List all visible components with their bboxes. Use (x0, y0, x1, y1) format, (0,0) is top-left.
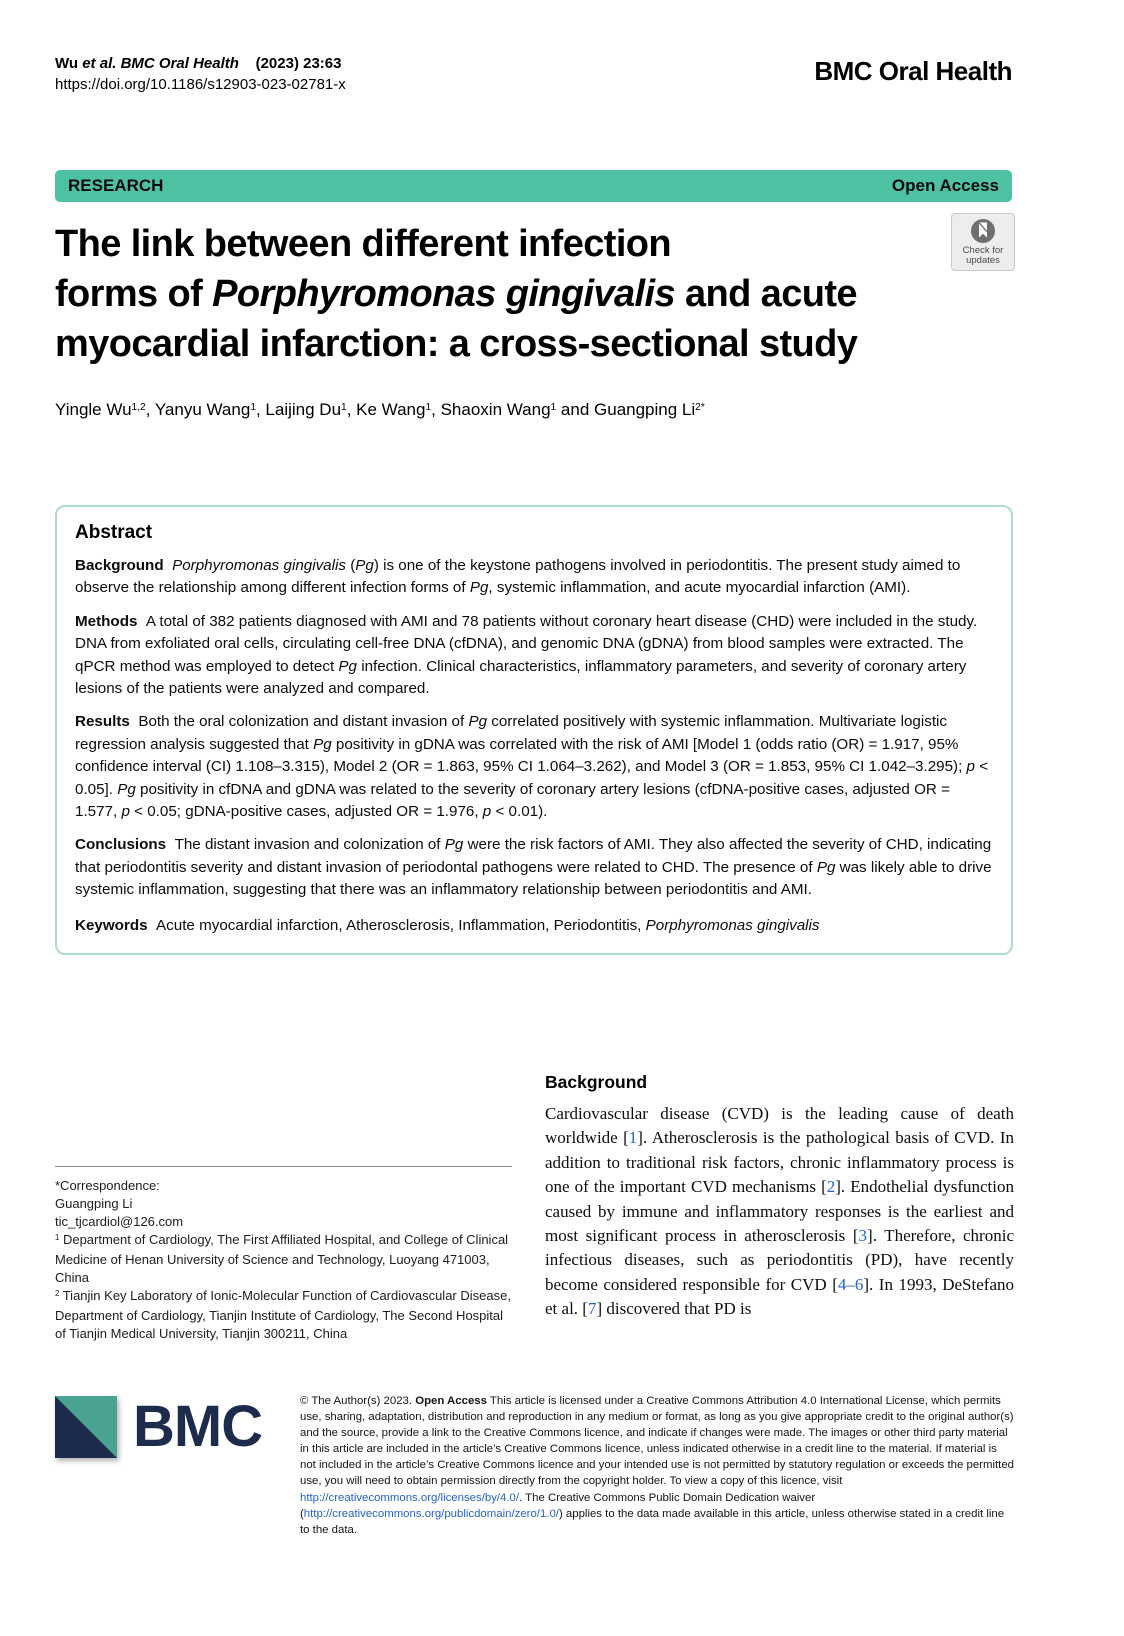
article-title (55, 219, 955, 369)
article-type-label: RESEARCH (68, 176, 164, 195)
research-banner (55, 170, 1012, 202)
abstract-keywords: Keywords Acute myocardial infarction, Atherosclerosis, Inflammation, Periodontitis, Porphyromonas gingivalis (75, 916, 820, 934)
inline-link[interactable]: 2 (826, 1177, 836, 1197)
bmc-logo-icon (55, 1396, 117, 1458)
inline-link[interactable]: 3 (858, 1226, 868, 1246)
footnote-divider (55, 1166, 512, 1167)
doi-link[interactable]: https://doi.org/10.1186/s12903-023-02781-x (55, 76, 346, 93)
bmc-logo (55, 1396, 262, 1458)
citation-line: Wu et al. BMC Oral Health (2023) 23:63 (55, 55, 342, 72)
affiliation-1: $^1$ Department of Cardiology, The First Affiliated Hospital, and College of Clinical Medicine of Henan University of Science and Technology, Luoyang 471003, China (55, 1232, 509, 1285)
license-text: © The Author(s) 2023. Open Access This article is licensed under a Creative Commons Attribution 4.0 International License, which permits use, sharing, adaptation, distribution and reproduction in any medium or format, as long as you give appropriate credit to the original author(s) and the source, provide a link to the Creative Commons licence, and indicate if changes were made. The images or other third party material in this article are included in the article’s Creative Commons licence, unless indicated otherwise in a credit line to the material. If material is not included in the article’s Creative Commons licence and your intended use is not permitted by statutory regulation or exceeds the permitted use, you will need to obtain permission directly from the copyright holder. To view a copy of this licence, visit http://creativecommons.org/licenses/by/4.0/. The Creative Commons Public Domain Dedication waiver (http://creativecommons.org/publicdomain/zero/1.0/) applies to the data made available in this article, unless otherwise stated in a credit line to the data. (300, 1395, 1014, 1536)
article-title-line3: myocardial infarction: a cross-sectional study (55, 323, 858, 365)
inline-link[interactable]: 4–6 (837, 1274, 864, 1294)
abstract-results: Results Both the oral colonization and distant invasion of Pg correlated positively with systemic inflammation. Multivariate logistic regression analysis suggested that Pg positivity in gDNA was correlated with the risk of AMI [Model 1 (odds ratio (OR) = 1.917, 95% confidence interval (CI) 1.108–3.315), Model 2 (OR = 1.863, 95% CI 1.064–3.262), and Model 3 (OR = 1.853, 95% CI 1.042–3.295); p < 0.05]. Pg positivity in cfDNA and gDNA was related to the severity of coronary artery lesions (cfDNA-positive cases, adjusted OR = 1.577, p < 0.05; gDNA-positive cases, adjusted OR = 1.976, p < 0.01). (75, 713, 989, 821)
background-section (545, 1072, 1014, 1322)
authors-line: Yingle Wu$^{1,2}$, Yanyu Wang$^1$, Laijing Du$^1$, Ke Wang$^1$, Shaoxin Wang$^1$ and Guangping $Li^{2*}$ (55, 400, 705, 419)
abstract-box (55, 505, 1013, 955)
inline-link[interactable]: 7 (587, 1299, 597, 1319)
abstract-methods: Methods A total of 382 patients diagnosed with AMI and 78 patients without coronary heart disease (CHD) were included in the study. DNA from exfoliated oral cells, circulating cell-free DNA (cfDNA), and genomic DNA (gDNA) from blood samples were extracted. The qPCR method was employed to detect Pg infection. Clinical characteristics, inflammatory parameters, and severity of coronary artery lesions of the patients were analyzed and compared. (75, 612, 978, 698)
inline-link[interactable]: http://creativecommons.org/licenses/by/4.0/ (300, 1491, 520, 1504)
check-updates-icon (970, 218, 996, 244)
open-access-label: Open Access (891, 176, 999, 195)
article-title-line1: The link between different infection (55, 223, 672, 265)
citation-block (55, 55, 346, 93)
inline-link[interactable]: 1 (628, 1128, 638, 1148)
check-updates-label: Check for updates (962, 244, 1004, 266)
check-for-updates-badge[interactable] (951, 213, 1015, 271)
correspondence-label: *Correspondence: (55, 1178, 160, 1193)
abstract-heading: Abstract (75, 522, 153, 543)
journal-name: BMC Oral Health (814, 56, 1012, 86)
abstract-background: Background Porphyromonas gingivalis (Pg) is one of the keystone pathogens involved in periodontitis. The present study aimed to observe the relationship among different infection forms of Pg, systemic inflammation, and acute myocardial infarction (AMI). (75, 557, 961, 597)
correspondence-block (55, 1166, 512, 1343)
affiliation-2: $^2$ Tianjin Key Laboratory of Ionic-Molecular Function of Cardiovascular Disease, Department of Cardiology, Tianjin Institute of Cardiology, The Second Hospital of Tianjin Medical University, Tianjin 300211, China (55, 1288, 511, 1341)
background-heading: Background (545, 1072, 648, 1092)
bmc-logo-text: BMC (133, 1394, 263, 1459)
correspondence-name: Guangping Li (55, 1196, 133, 1211)
inline-link[interactable]: http://creativecommons.org/publicdomain/zero/1.0/ (303, 1507, 559, 1520)
background-body: Cardiovascular disease (CVD) is the leading cause of death worldwide [1]. Atherosclerosis is the pathological basis of CVD. In addition to traditional risk factors, chronic inflammatory process is one of the important CVD mechanisms [2]. Endothelial dysfunction caused by immune and inflammatory responses is the earliest and most significant process in atherosclerosis [3]. Therefore, chronic infectious diseases, such as periodontitis (PD), have recently become considered responsible for CVD [4–6]. In 1993, DeStefano et al. [7] discovered that PD is (545, 1104, 1014, 1319)
abstract-conclusions: Conclusions The distant invasion and colonization of Pg were the risk factors of AMI. They also affected the severity of CHD, indicating that periodontitis severity and distant invasion of periodontal pathogens were related to CHD. The presence of Pg was likely able to drive systemic inflammation, suggesting that there was an inflammatory relationship between periodontitis and AMI. (75, 836, 992, 899)
page-header (55, 55, 1012, 93)
correspondence-email[interactable]: tic_tjcardiol@126.com (55, 1214, 184, 1229)
article-title-line2: forms of Porphyromonas gingivalis and acute (55, 273, 857, 315)
